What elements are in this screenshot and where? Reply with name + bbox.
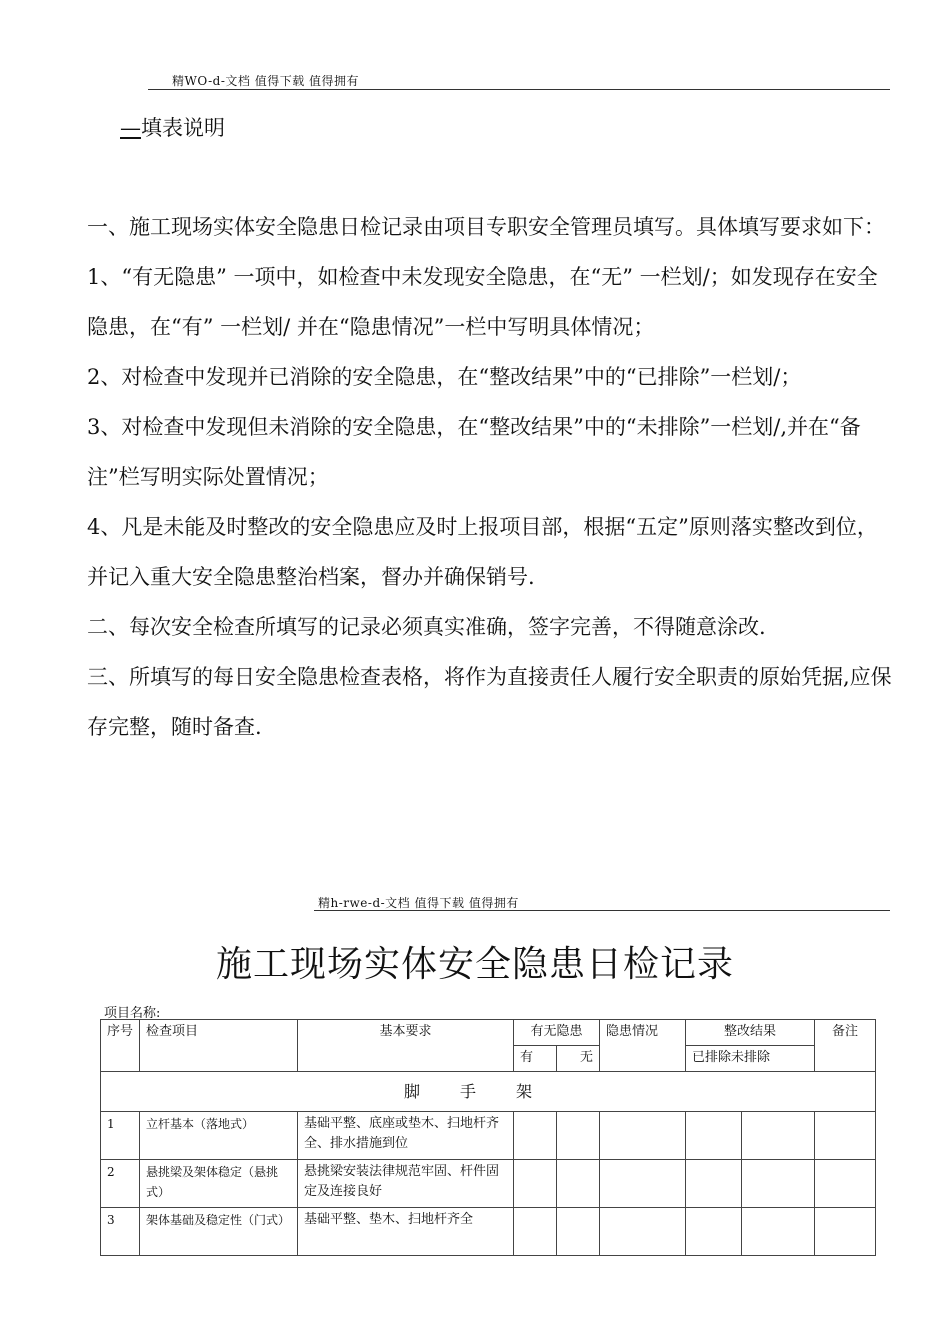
paragraph-7: 三、所填写的每日安全隐患检查表格，将作为直接责任人履行安全职责的原始凭据,应保存完整，随时备查. [87, 665, 892, 739]
row-item: 立杆基本（落地式） [140, 1112, 298, 1160]
paragraph-5: 4、凡是未能及时整改的安全隐患应及时上报项目部，根据“五定”原则落实整改到位，并记入重大安全隐患整治档案，督办并确保销号. [87, 515, 878, 589]
cell-yes[interactable] [514, 1112, 557, 1160]
cell-cleared[interactable] [686, 1160, 742, 1208]
table-row [101, 1160, 876, 1208]
record-title: 施工现场实体安全隐患日检记录 [215, 944, 734, 985]
cell-not-cleared[interactable] [742, 1160, 815, 1208]
title-text: 填表说明 [141, 116, 225, 140]
cell-not-cleared[interactable] [742, 1208, 815, 1256]
header-yes: 有 [514, 1046, 557, 1072]
instructions-body [87, 202, 892, 752]
cell-situation[interactable] [600, 1208, 686, 1256]
row-number: 2 [101, 1160, 140, 1208]
header-result: 整改结果 [686, 1020, 815, 1046]
header-remark: 备注 [815, 1020, 876, 1072]
row-requirement: 基础平整、垫木、扫地杆齐全 [298, 1208, 514, 1256]
project-name-label: 项目名称: [104, 1006, 161, 1021]
header-seq: 序号 [101, 1020, 140, 1072]
table-row [101, 1112, 876, 1160]
row-number: 3 [101, 1208, 140, 1256]
cell-not-cleared[interactable] [742, 1112, 815, 1160]
paragraph-6: 二、每次安全检查所填写的记录必须真实准确，签字完善，不得随意涂改. [87, 615, 766, 639]
cell-cleared[interactable] [686, 1208, 742, 1256]
inspection-table [100, 1019, 876, 1256]
header-no: 无 [557, 1046, 600, 1072]
row-item: 架体基础及稳定性（门式） [140, 1208, 298, 1256]
title-dash: — [120, 116, 141, 140]
header-requirement: 基本要求 [298, 1020, 514, 1072]
fill-instructions-title [120, 112, 225, 142]
header-situation: 隐患情况 [600, 1020, 686, 1072]
paragraph-1: 一、施工现场实体安全隐患日检记录由项目专职安全管理员填写。具体填写要求如下： [87, 215, 885, 239]
header-result-sub: 已排除未排除 [686, 1046, 815, 1072]
cell-remark[interactable] [815, 1112, 876, 1160]
cell-no[interactable] [557, 1208, 600, 1256]
paragraph-2: 1、“有无隐患” 一项中，如检查中未发现安全隐患，在“无” 一栏划/；如发现存在安全隐患，在“有” 一栏划/ 并在“隐患情况”一栏中写明具体情况； [87, 265, 878, 339]
cell-situation[interactable] [600, 1160, 686, 1208]
cell-remark[interactable] [815, 1160, 876, 1208]
header-item: 检查项目 [140, 1020, 298, 1072]
row-item: 悬挑梁及架体稳定（悬挑式） [140, 1160, 298, 1208]
row-requirement: 悬挑梁安装法律规范牢固、杆件固定及连接良好 [298, 1160, 514, 1208]
header-rule-2 [314, 910, 890, 911]
cell-yes[interactable] [514, 1208, 557, 1256]
section-scaffold: 脚手架 [101, 1072, 876, 1112]
row-number: 1 [101, 1112, 140, 1160]
page-header-2: 精h-rwe-d-文档 值得下载 值得拥有 [318, 896, 519, 910]
paragraph-3: 2、对检查中发现并已消除的安全隐患，在“整改结果”中的“已排除”一栏划/； [87, 365, 802, 389]
cell-yes[interactable] [514, 1160, 557, 1208]
cell-situation[interactable] [600, 1112, 686, 1160]
page-header-1: 精WO-d-文档 值得下载 值得拥有 [172, 74, 360, 88]
cell-remark[interactable] [815, 1208, 876, 1256]
paragraph-4: 3、对检查中发现但未消除的安全隐患，在“整改结果”中的“未排除”一栏划/,并在“备注”栏写明实际处置情况； [87, 415, 861, 489]
table-row [101, 1208, 876, 1256]
header-rule-1 [148, 89, 890, 90]
row-requirement: 基础平整、底座或垫木、扫地杆齐全、排水措施到位 [298, 1112, 514, 1160]
cell-no[interactable] [557, 1160, 600, 1208]
cell-cleared[interactable] [686, 1112, 742, 1160]
cell-no[interactable] [557, 1112, 600, 1160]
header-hazard: 有无隐患 [514, 1020, 600, 1046]
